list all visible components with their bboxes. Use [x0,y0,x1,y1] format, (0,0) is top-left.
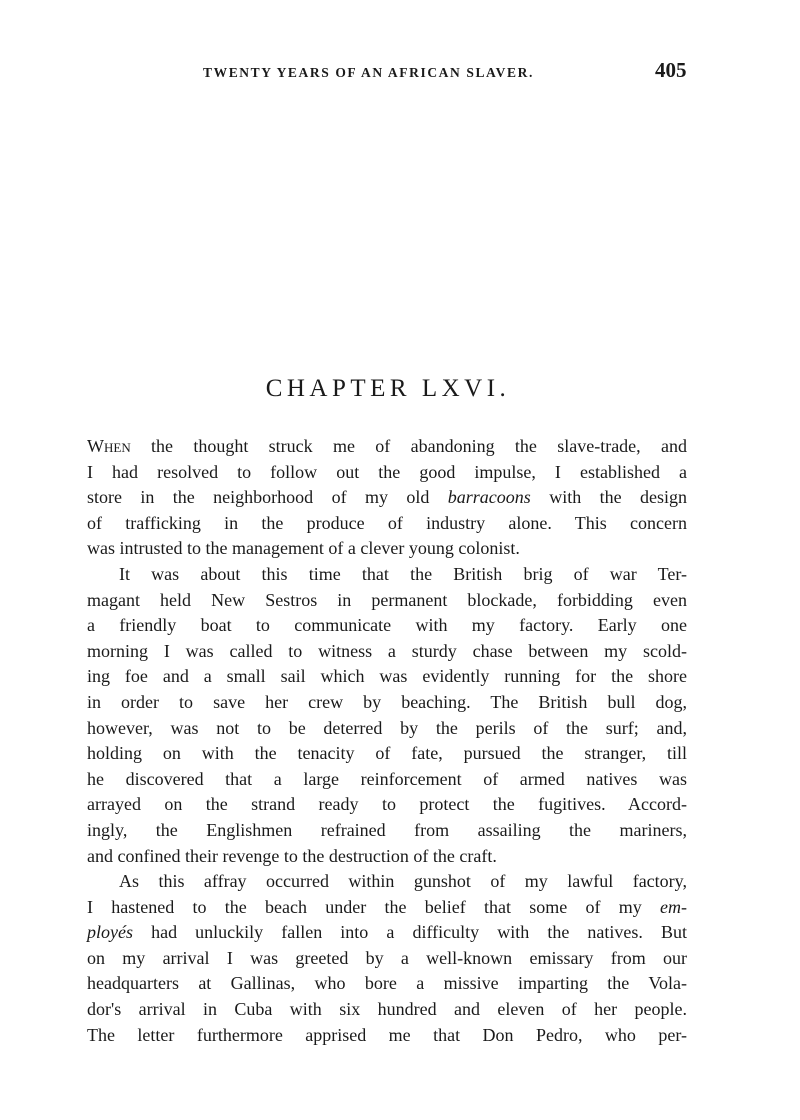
text-line: magant held New Sestros in permanent blockade, forbidding even [87,589,687,610]
text-line: When the thought struck me of abandoning the slave-trade, and [87,436,687,456]
text-line: The letter furthermore apprised me that Don Pedro, who per- [87,1024,687,1045]
text-line: a friendly boat to communicate with my factory. Early one [87,615,687,636]
text-line: and confined their revenge to the destruction of the craft. [87,845,497,866]
text-line: headquarters at Gallinas, who bore a missive imparting the Vola- [87,973,687,994]
chapter-heading: CHAPTER LXVI. [265,375,511,402]
text-line: store in the neighborhood of my old barracoons with the design [87,487,687,508]
text-line: I had resolved to follow out the good impulse, I established a [87,461,687,482]
body-text [87,434,687,1048]
running-head [0,58,800,88]
drop-word: When [87,436,131,456]
text-line: morning I was called to witness a sturdy chase between my scold- [87,640,687,661]
running-title: TWENTY YEARS OF AN AFRICAN SLAVER. [203,65,534,80]
italic-term: barracoons [447,487,531,508]
text-line: As this affray occurred within gunshot of my lawful factory, [119,871,687,892]
text-line: ployés had unluckily fallen into a difficulty with the natives. But [87,922,687,943]
text-line: ingly, the Englishmen refrained from assailing the mariners, [87,819,687,840]
italic-term: em- [660,896,687,917]
text-line: I hastened to the beach under the belief that some of my em- [87,896,687,917]
text-line: was intrusted to the management of a clever young colonist. [87,538,520,559]
text-line: however, was not to be deterred by the perils of the surf; and, [87,717,687,738]
page-number: 405 [655,58,687,82]
text-line: in order to save her crew by beaching. The British bull dog, [87,691,687,712]
text-line: of trafficking in the produce of industry alone. This concern [87,512,687,533]
text-line: on my arrival I was greeted by a well-known emissary from our [87,947,687,968]
text-line: arrayed on the strand ready to protect the fugitives. Accord- [87,794,687,815]
italic-term: ployés [87,922,133,943]
text-line: ing foe and a small sail which was evidently running for the shore [87,666,687,687]
text-line: he discovered that a large reinforcement of armed natives was [87,768,687,789]
text-line: dor's arrival in Cuba with six hundred and eleven of her people. [87,999,687,1020]
text-line: It was about this time that the British brig of war Ter- [119,563,687,584]
text-line: holding on with the tenacity of fate, pursued the stranger, till [87,743,687,764]
